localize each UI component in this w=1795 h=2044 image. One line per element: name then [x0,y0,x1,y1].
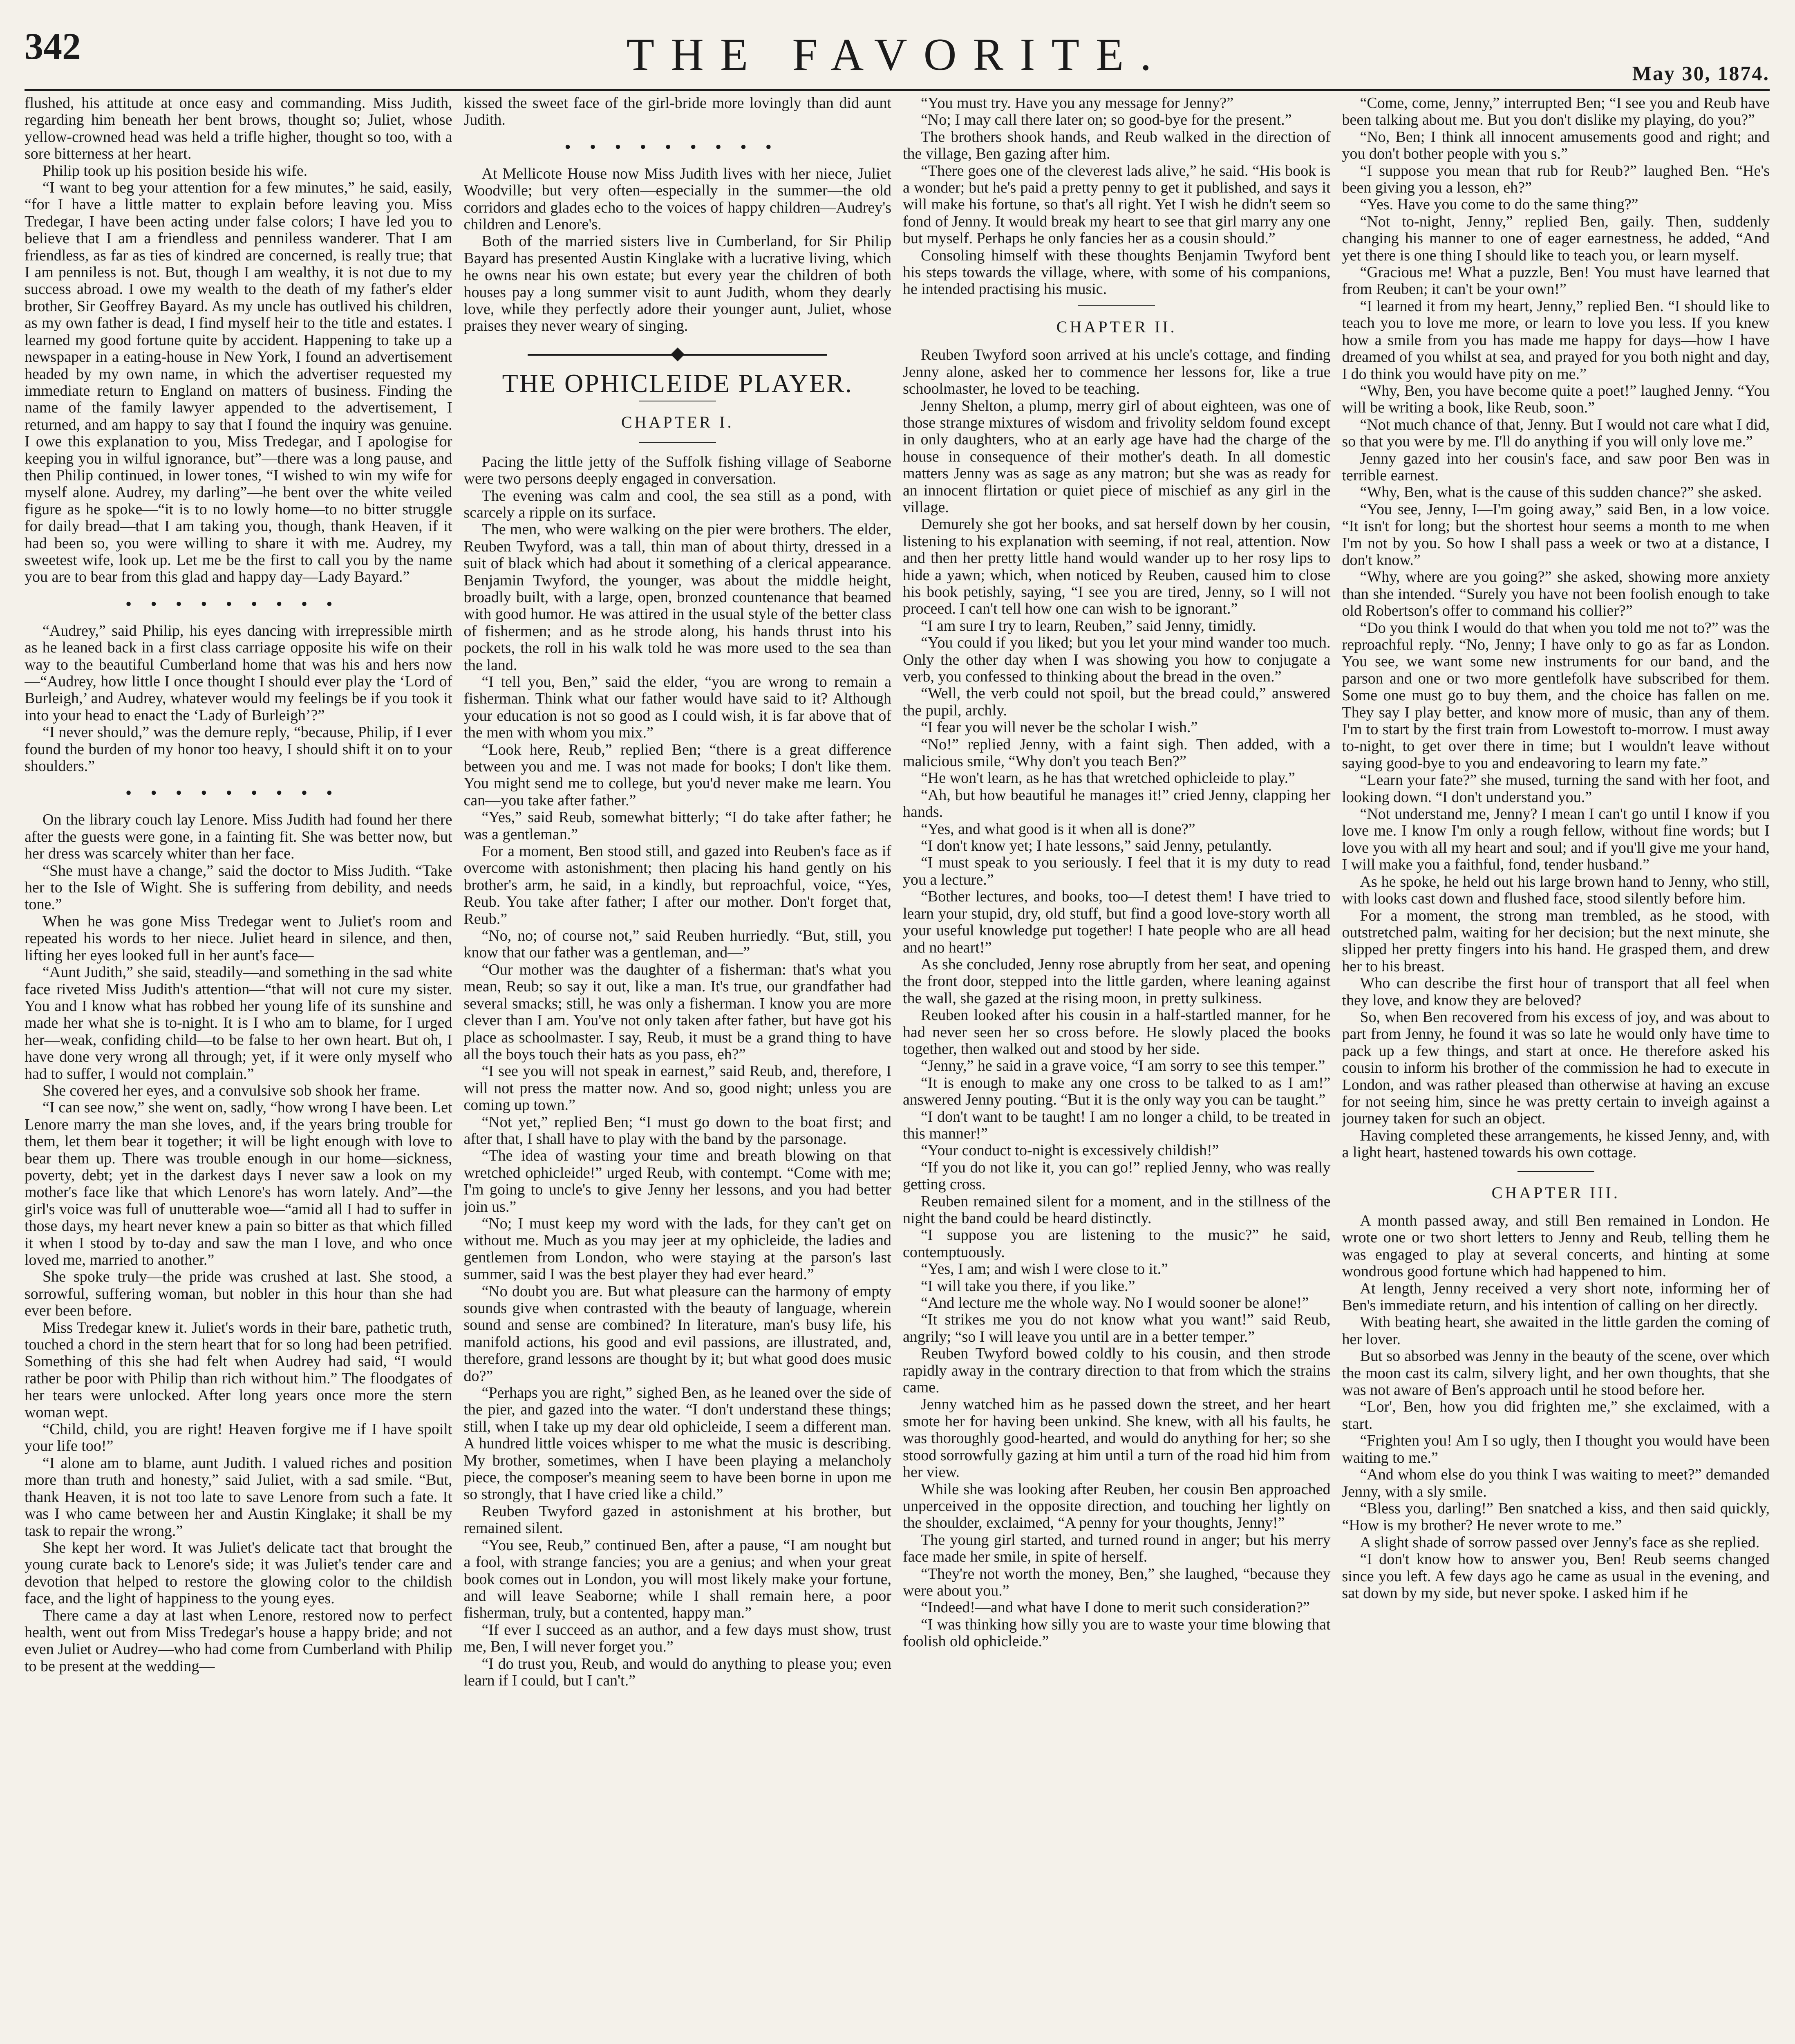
paragraph: “If ever I succeed as an author, and a few days must show, trust me, Ben, I will never forget you.” [463,1621,891,1656]
paragraph: “I never should,” was the demure reply, “because, Philip, if I ever found the burden of my honor too heavy, I should shift it on to your shoulders.” [25,724,452,775]
paragraph: The young girl started, and turned round in anger; but his merry face made her smile, in spite of herself. [903,1531,1331,1566]
paragraph: “I tell you, Ben,” said the elder, “you are wrong to remain a fisherman. Think what our father would have said to it? Although your education is not so good as I could wish, it is far above that of the men with whom you mix.” [463,673,891,742]
paragraph: “Do you think I would do that when you told me not to?” was the reproachful reply. “No, Jenny; I have only to go as far as London. You see, we want some new instruments for our band, and the parson and one or two more gentlefolk have subscribed for them. Some one must go to buy them, and the choice has fallen on me. They say I play better, and know more of music, than any of them. I'm to start by the first train from Lowestoft to-morrow. I must away to-night, to get over there in time; but I wouldn't leave without saying good-bye to you and endeavoring to learn my fate.” [1342,619,1770,772]
paragraph: “I fear you will never be the scholar I wish.” [921,719,1198,736]
paragraph: Jenny Shelton, a plump, merry girl of about eighteen, was one of those strange mixtures of wisdom and frivolity seldom found except in only daughters, who at an early age have had the charge of the house in consequence of their mother's death. In all domestic matters Jenny was as sage as any matron; but she was as ready for an innocent flirtation or quiet piece of mischief as any girl in the village. [903,397,1331,516]
issue-date: May 30, 1874. [1632,62,1770,85]
paragraph: She covered her eyes, and a convulsive sob shook her frame. [43,1082,421,1099]
paragraph: The evening was calm and cool, the sea still as a pond, with scarcely a ripple on its surface. [463,487,891,521]
column-1 [25,95,452,2044]
paragraph: “I don't want to be taught! I am no longer a child, to be treated in this manner!” [903,1108,1331,1142]
paragraph: “I can see now,” she went on, sadly, “how wrong I have been. Let Lenore marry the man she loves, and, if the years bring trouble for them, let them bear it together; it will be light enough with love to bear them up. There was trouble enough in our home—sickness, poverty, debt; yet in the darkest days I never saw a look on my mother's face like that which Lenore's has worn lately. And”—the girl's voice was full of unutterable woe—“amid all I had to suffer in those days, my heart never knew a pain so bitter as that which filled it when I stood by to-day and saw the man I love, and who once loved me, married to another.” [25,1099,452,1269]
section-break-stars: ••••••••• [125,783,351,803]
paragraph: “Bless you, darling!” Ben snatched a kiss, and then said quickly, “How is my brother? He never wrote to me.” [1342,1499,1770,1534]
paragraph: “Not yet,” replied Ben; “I must go down to the boat first; and after that, I shall have to play with the band by the parsonage. [463,1113,891,1148]
paragraph: Reuben Twyford soon arrived at his uncle's cottage, and finding Jenny alone, asked her to commence her lessons for, like a true schoolmaster, he loved to be teaching. [903,346,1331,398]
paragraph: She kept her word. It was Juliet's delicate tact that brought the young curate back to Lenore's side; it was Juliet's tender care and devotion that helped to restore the glowing color to the childish face, and the light of happiness to the young eyes. [25,1539,452,1607]
paragraph: Jenny gazed into her cousin's face, and saw poor Ben was in terrible earnest. [1342,450,1770,484]
paragraph: “Ah, but how beautiful he manages it!” cried Jenny, clapping her hands. [903,786,1331,821]
paragraph: Reuben looked after his cousin in a half-startled manner, for he had never seen her so cross before. He slowly placed the books together, then walked out and stood by her side. [903,1006,1331,1058]
paragraph: “Yes,” said Reub, somewhat bitterly; “I do take after father; he was a gentleman.” [463,809,891,843]
paragraph: “Yes, and what good is it when all is done?” [921,820,1195,838]
paragraph: For a moment, Ben stood still, and gazed into Reuben's face as if overcome with astonishment; then placing his hand gently on his brother's arm, he said, in a kindly, but reproachful, voice, “Yes, Reub. You take after father; I after our mother. Don't forget that, Reub.” [463,843,891,928]
paragraph: Who can describe the first hour of transport that all feel when they love, and know they are beloved? [1342,975,1770,1009]
paragraph: kissed the sweet face of the girl-bride more lovingly than did aunt Judith. [463,95,891,129]
paragraph: So, when Ben recovered from his excess of joy, and was about to part from Jenny, he found it was so late he would only have time to pack up a few things, and start at once. He therefore asked his cousin to inform his brother of the commission he had to execute in London, and was rather pleased than otherwise at having an excuse for not seeing him, since he was pretty certain to inveigh against a journey taken for such an object. [1342,1008,1770,1127]
paragraph: “Look here, Reub,” replied Ben; “there is a great difference between you and me. I was not made for books; I don't like them. You might send me to college, but you'd never make me learn. You can—you take after father.” [463,741,891,809]
chapter-heading: CHAPTER I. [621,413,734,432]
paragraph: Philip took up his position beside his wife. [43,162,308,179]
paragraph: Having completed these arrangements, he kissed Jenny, and, with a light heart, hastened towards his own cottage. [1342,1127,1770,1161]
paragraph: “Why, Ben, what is the cause of this sudden chance?” she asked. [1360,484,1762,501]
columns [25,95,1770,2044]
paragraph: “Well, the verb could not spoil, but the bread could,” answered the pupil, archly. [903,685,1331,719]
paragraph: “He won't learn, as he has that wretched ophicleide to play.” [921,769,1296,787]
column-4 [1342,95,1770,2044]
paragraph: “And whom else do you think I was waiting to meet?” demanded Jenny, with a sly smile. [1342,1466,1770,1500]
chapter-rule [1078,305,1155,306]
paragraph: “Aunt Judith,” she said, steadily—and something in the sad white face riveted Miss Judith's attention—“that will not cure my sister. You and I know what has robbed her young life of its sunshine and made her what she is to-night. It is I who am to blame, for I urged her—weak, confiding child—to be false to her own heart. But oh, I have done very wrong all through; yet, if it were only myself who had to suffer, I would not complain.” [25,964,452,1083]
paragraph: “Jenny,” he said in a grave voice, “I am sorry to see this temper.” [921,1057,1325,1075]
paragraph: When he was gone Miss Tredegar went to Juliet's room and repeated his words to her niece. Juliet heard in silence, and then, lifting her eyes looked full in her aunt's face— [25,912,452,964]
page-header [25,16,1770,86]
paragraph: “I don't know how to answer you, Ben! Reub seems changed since you left. A few days ago he came as usual in the evening, and sat down by my side, but never spoke. I asked him if he [1342,1551,1770,1602]
paragraph: “The idea of wasting your time and breath blowing on that wretched ophicleide!” urged Reub, with contempt. “Come with me; I'm going to uncle's to give Jenny her lessons, and you had better join us.” [463,1147,891,1215]
paragraph: “Indeed!—and what have I done to merit such consideration?” [921,1599,1310,1616]
paragraph: “Bother lectures, and books, too—I detest them! I have tried to learn your stupid, dry, old stuff, but find a good love-story worth all your useful knowledge put together! I hate people who are all head and no heart!” [903,888,1331,956]
paragraph: “You could if you liked; but you let your mind wander too much. Only the other day when I was showing you how to conjugate a verb, you confessed to thinking about the bread in the oven.” [903,634,1331,685]
paragraph: Pacing the little jetty of the Suffolk fishing village of Seaborne were two persons deeply engaged in conversation. [463,453,891,488]
paragraph: “No doubt you are. But what pleasure can the harmony of empty sounds give when contrasted with the beauty of language, wherein sound and sense are combined? In literature, man's busy life, his manifold actions, his good and evil passions, are illustrated, and, therefore, grand lessons are thought by it; but what good does music do?” [463,1282,891,1385]
paragraph: “You see, Jenny, I—I'm going away,” said Ben, in a low voice. “It isn't for long; but the shortest hour seems a month to me when I'm not by you. So how I shall pass a week or two at a distance, I don't know.” [1342,500,1770,569]
paragraph: “I suppose you are listening to the music?” he said, contemptuously. [903,1226,1331,1261]
paragraph: “It strikes me you do not know what you want!” said Reub, angrily; “so I will leave you until are in a better temper.” [903,1311,1331,1345]
paragraph: “I am sure I try to learn, Reuben,” said Jenny, timidly. [921,617,1256,634]
paragraph: While she was looking after Reuben, her cousin Ben approached unperceived in the opposite direction, and touching her lightly on the shoulder, exclaimed, “A penny for your thoughts, Jenny!” [903,1480,1331,1532]
paragraph: “Come, come, Jenny,” interrupted Ben; “I see you and Reub have been talking about me. But you don't dislike my playing, do you?” [1342,95,1770,129]
paragraph: “I do trust you, Reub, and would do anything to please you; even learn if I could, but I can't.” [463,1655,891,1689]
paragraph: “Frighten you! Am I so ugly, then I thought you would have been waiting to me.” [1342,1432,1770,1466]
ornamental-rule [528,351,827,359]
paragraph: “No, no; of course not,” said Reuben hurriedly. “But, still, you know that our father was a gentleman, and—” [463,927,891,961]
paragraph: As she concluded, Jenny rose abruptly from her seat, and opening the front door, stepped into the little garden, where leaning against the wall, she gazed at the rising moon, in pretty sulkiness. [903,955,1331,1007]
paragraph: “No!” replied Jenny, with a faint sigh. Then added, with a malicious smile, “Why don't you teach Ben?” [903,735,1331,770]
paragraph: “If you do not like it, you can go!” replied Jenny, who was really getting cross. [903,1159,1331,1193]
paragraph: “Not much chance of that, Jenny. But I would not care what I did, so that you were by me. I'll do anything if you will only love me.” [1342,416,1770,450]
paragraph: With beating heart, she awaited in the little garden the coming of her lover. [1342,1313,1770,1348]
paragraph: “I must speak to you seriously. I feel that it is my duty to read you a lecture.” [903,854,1331,888]
paragraph: “You see, Reub,” continued Ben, after a pause, “I am nought but a fool, with strange fancies; you are a genius; and when your great book comes out in London, you will most likely make your fortune, and will leave Seaborne; while I shall remain here, a poor fisherman, truly, but a contented, happy man.” [463,1536,891,1622]
section-break-stars: ••••••••• [125,594,351,614]
paragraph: “They're not worth the money, Ben,” she laughed, “because they were about you.” [903,1565,1331,1599]
paragraph: Demurely she got her books, and sat herself down by her cousin, listening to his explanation with seeming, if not real, attention. Now and then her pretty little hand would wander up to her rosy lips to hide a yawn; which, when noticed by Reuben, caused him to close his book petishly, saying, “I see you are tired, Jenny, so I will not proceed. I can't tell how one can wish to be ignorant.” [903,515,1331,618]
paragraph: “And lecture me the whole way. No I would sooner be alone!” [921,1294,1309,1312]
page-number: 342 [25,25,81,67]
paragraph: For a moment, the strong man trembled, as he stood, with outstretched palm, waiting for her decision; but the next minute, she slipped her pretty fingers into his hand. He grasped them, and drew her to his breast. [1342,907,1770,975]
paragraph: There came a day at last when Lenore, restored now to perfect health, went out from Miss Tredegar's house a happy bride; and not even Juliet or Audrey—who had come from Cumberland with Philip to be present at the wedding— [25,1607,452,1675]
paragraph: “No; I may call there later on; so good-bye for the present.” [921,111,1292,129]
paragraph: A slight shade of sorrow passed over Jenny's face as she replied. [1360,1533,1760,1551]
paragraph: Reuben Twyford bowed coldly to his cousin, and then strode rapidly away in the contrary direction to that from which the strains came. [903,1345,1331,1396]
paragraph: “I alone am to blame, aunt Judith. I valued riches and position more than truth and honesty,” said Juliet, with a sad smile. “But, thank Heaven, it is not too late to save Lenore from such a fate. It was I who came between her and Austin Kinglake; it shall be my task to repair the wrong.” [25,1454,452,1540]
column-3 [903,95,1331,2044]
paragraph: “I learned it from my heart, Jenny,” replied Ben. “I should like to teach you to love me more, or learn to love you less. If you knew how a smile from you has made me happy for days—how I have dreamed of you whilst at sea, and prayed for you both night and day, I do think you would have pity on me.” [1342,297,1770,383]
paragraph: “You must try. Have you any message for Jenny?” [921,95,1234,112]
paragraph: But so absorbed was Jenny in the beauty of the scene, over which the moon cast its calm, silvery light, and her own thoughts, that she was not aware of Ben's approach until he stood before her. [1342,1347,1770,1399]
paragraph: Both of the married sisters live in Cumberland, for Sir Philip Bayard has presented Austin Kinglake with a lucrative living, which he owns near his own estate; but every year the children of both houses pay a long summer visit to aunt Judith, whom they dearly love, while they perfectly adore their younger aunt, Juliet, whose praises they never weary of singing. [463,233,891,335]
paragraph: “Our mother was the daughter of a fisherman: that's what you mean, Reub; so say it out, like a man. It's true, our grandfather had several smacks; still, he was only a fisherman. I know you are more clever than I am. You've not only taken after father, but have got his place as schoolmaster. I say, Reub, it must be a grand thing to have all the boys touch their hats as you pass, eh?” [463,961,891,1063]
paragraph: “Child, child, you are right! Heaven forgive me if I have spoilt your life too!” [25,1421,452,1455]
paragraph: Miss Tredegar knew it. Juliet's words in their bare, pathetic truth, touched a chord in the stern heart that for so long had been petrified. Something of this she had felt when Audrey had said, “I would rather be poor with Philip than rich without him.” The floodgates of her tears were unlocked. After long years once more the stern woman wept. [25,1319,452,1421]
paragraph: “Your conduct to-night is excessively childish!” [921,1142,1219,1159]
paragraph: The men, who were walking on the pier were brothers. The elder, Reuben Twyford, was a tall, thin man of about thirty, dressed in a suit of black which had about it something of a clerical appearance. Benjamin Twyford, the younger, was about the middle height, broadly built, with a large, open, bronzed countenance that beamed with good humor. He was attired in the usual style of the better class of fishermen; and as he strode along, his hands thrust into his pockets, the roll in his walk told he was more used to the sea than the land. [463,521,891,674]
paragraph: “Not to-night, Jenny,” replied Ben, gaily. Then, suddenly changing his manner to one of eager earnestness, he added, “And yet there is one thing I should like to teach you, or learn myself. [1342,213,1770,264]
paragraph: “I want to beg your attention for a few minutes,” he said, easily, “for I have a little matter to explain before leaving you. Miss Tredegar, I have been acting under false colors; I have led you to believe that I am a friendless and penniless wanderer. That I am friendless, as far as ties of kindred are concerned, is really true; that I am penniless is not. But, though I am wealthy, it is not due to my success abroad. I owe my wealth to the death of my father's elder brother, Sir Geoffrey Bayard. As my uncle has outlived his children, as my own father is dead, I find myself heir to the title and estates. I learned my good fortune quite by accident. Happening to take up a newspaper in a eating-house in New York, I found an advertisement headed by my own name, in which the advertiser requested my immediate return to England on matters of business. Finding the name of the family lawyer appended to the advertisement, I returned, and am happy to say that I found the inquiry was genuine. I owe this explanation to you, Miss Tredegar, and I apologise for keeping you in wilful ignorance, but”—there was a long pause, and then Philip continued, in lower tones, “I wished to win my wife for myself alone. Audrey, my darling”—he bent over the white veiled figure as he spoke—“it is to no lowly home—to no bitter struggle for daily bread—that I am taking you, though, thank Heaven, if it had been so, you were willing to share it with me. Audrey, my sweetest wife, look up. Let me be the first to call you by the name you are to bear from this glad and happy day—Lady Bayard.” [25,179,452,586]
column-2 [464,95,892,2044]
paragraph: “No, Ben; I think all innocent amusements good and right; and you don't bother people with you s.” [1342,128,1770,163]
section-break-stars: ••••••••• [564,137,791,157]
paragraph: “I will take you there, if you like.” [921,1277,1135,1295]
paragraph: flushed, his attitude at once easy and commanding. Miss Judith, regarding him beneath her bent brows, thought so; Juliet, whose yellow-crowned head was held a trifle higher, thought so too, with a sore bitterness at her heart. [25,95,452,163]
paragraph: “There goes one of the cleverest lads alive,” he said. “His book is a wonder; but he's paid a pretty penny to get it published, and says it will make his fortune, so that's all right. Yet I wish he didn't seem so fond of Jenny. It would break my heart to see that girl marry any one but myself. Perhaps he only fancies her as a cousin should.” [903,162,1331,247]
paragraph: “Perhaps you are right,” sighed Ben, as he leaned over the side of the pier, and gazed into the water. “I don't understand these things; still, when I take up my dear old ophicleide, I seem a different man. A hundred little voices whisper to me what the music is describing. My brother, sometimes, when I have been playing a melancholy piece, the composer's meaning seem to have been borne in upon me so strongly, that I have cried like a child.” [463,1384,891,1503]
paragraph: “Audrey,” said Philip, his eyes dancing with irrepressible mirth as he leaned back in a first class carriage opposite his wife on their way to the beautiful Cumberland home that was his and hers now—“Audrey, how little I once thought I should ever play the ‘Lord of Burleigh,’ and Audrey, whatever would my feelings be if you took it into your head to enact the ‘Lady of Burleigh’?” [25,622,452,724]
paragraph: Jenny watched him as he passed down the street, and her heart smote her for having been unkind. She knew, with all his faults, he was thoroughly good-hearted, and would do anything for her; so she stood sorrowfully gazing at him until a turn of the road hid him from her view. [903,1396,1331,1481]
paragraph: “Why, Ben, you have become quite a poet!” laughed Jenny. “You will be writing a book, like Reub, soon.” [1342,382,1770,417]
paragraph: “Not understand me, Jenny? I mean I can't go until I know if you love me. I know I'm only a rough fellow, without fine words; but I love you with all my heart and soul; and if you'll give me your hand, I will make you a faithful, fond, tender husband.” [1342,805,1770,874]
paragraph: Reuben Twyford gazed in astonishment at his brother, but remained silent. [463,1502,891,1537]
chapter-heading: CHAPTER III. [1491,1183,1620,1202]
paragraph: “I suppose you mean that rub for Reub?” laughed Ben. “He's been giving you a lesson, eh?” [1342,162,1770,197]
paragraph: “Gracious me! What a puzzle, Ben! You must have learned that from Reuben; it can't be your own!” [1342,264,1770,298]
paragraph: “I don't know yet; I hate lessons,” said Jenny, petulantly. [921,837,1272,855]
paragraph: The brothers shook hands, and Reub walked in the direction of the village, Ben gazing after him. [903,128,1331,163]
paragraph: A month passed away, and still Ben remained in London. He wrote one or two short letters to Jenny and Reub, telling them he was engaged to play at several concerts, and hinting at some wondrous good fortune which had happened to him. [1342,1212,1770,1280]
paragraph: “Lor', Ben, how you did frighten me,” she exclaimed, with a start. [1342,1398,1770,1432]
paragraph: At Mellicote House now Miss Judith lives with her niece, Juliet Woodville; but very often—especially in the summer—the old corridors and glades echo to the voices of happy children—Audrey's children and Lenore's. [463,165,891,233]
story-title: THE OPHICLEIDE PLAYER. [502,368,853,398]
paragraph: “It is enough to make any one cross to be talked to as I am!” answered Jenny pouting. “But it is the only way you can be taught.” [903,1074,1331,1109]
paragraph: At length, Jenny received a very short note, informing her of Ben's immediate return, and his intention of calling on her directly. [1342,1280,1770,1314]
paragraph: “Yes, I am; and wish I were close to it.” [921,1260,1168,1278]
chapter-heading: CHAPTER II. [1056,317,1177,336]
paragraph: “Why, where are you going?” she asked, showing more anxiety than she intended. “Surely you have not been foolish enough to take old Robertson's offer to command his collier?” [1342,568,1770,620]
paragraph: As he spoke, he held out his large brown hand to Jenny, who still, with looks cast down and flushed face, stood silently before him. [1342,873,1770,908]
paragraph: Consoling himself with these thoughts Benjamin Twyford bent his steps towards the village, where, with some of his companions, he intended practising his music. [903,247,1331,298]
paragraph: “Learn your fate?” she mused, turning the sand with her foot, and looking down. “I don't understand you.” [1342,771,1770,806]
paragraph: “No; I must keep my word with the lads, for they can't get on without me. Much as you may jeer at my ophicleide, the ladies and gentlemen from London, who were staying at the parson's last summer, said I was the best player they had ever heard.” [463,1215,891,1283]
paragraph: “I was thinking how silly you are to waste your time blowing that foolish old ophicleide.” [903,1616,1331,1650]
paragraph: On the library couch lay Lenore. Miss Judith had found her there after the guests were gone, in a fainting fit. She was better now, but her dress was scarcely whiter than her face. [25,811,452,863]
paragraph: She spoke truly—the pride was crushed at last. She stood, a sorrowful, suffering woman, but nobler in this hour than she had ever been before. [25,1268,452,1320]
paragraph: “She must have a change,” said the doctor to Miss Judith. “Take her to the Isle of Wight. She is suffering from debility, and needs tone.” [25,862,452,913]
paragraph: Reuben remained silent for a moment, and in the stillness of the night the band could be heard distinctly. [903,1192,1331,1227]
paragraph: “Yes. Have you come to do the same thing?” [1360,196,1638,213]
masthead: THE FAVORITE. [626,29,1168,80]
chapter-rule [1517,1171,1594,1172]
header-rule [25,89,1770,91]
paragraph: “I see you will not speak in earnest,” said Reub, and, therefore, I will not press the matter now. And so, good night; unless you are coming up town.” [463,1062,891,1114]
